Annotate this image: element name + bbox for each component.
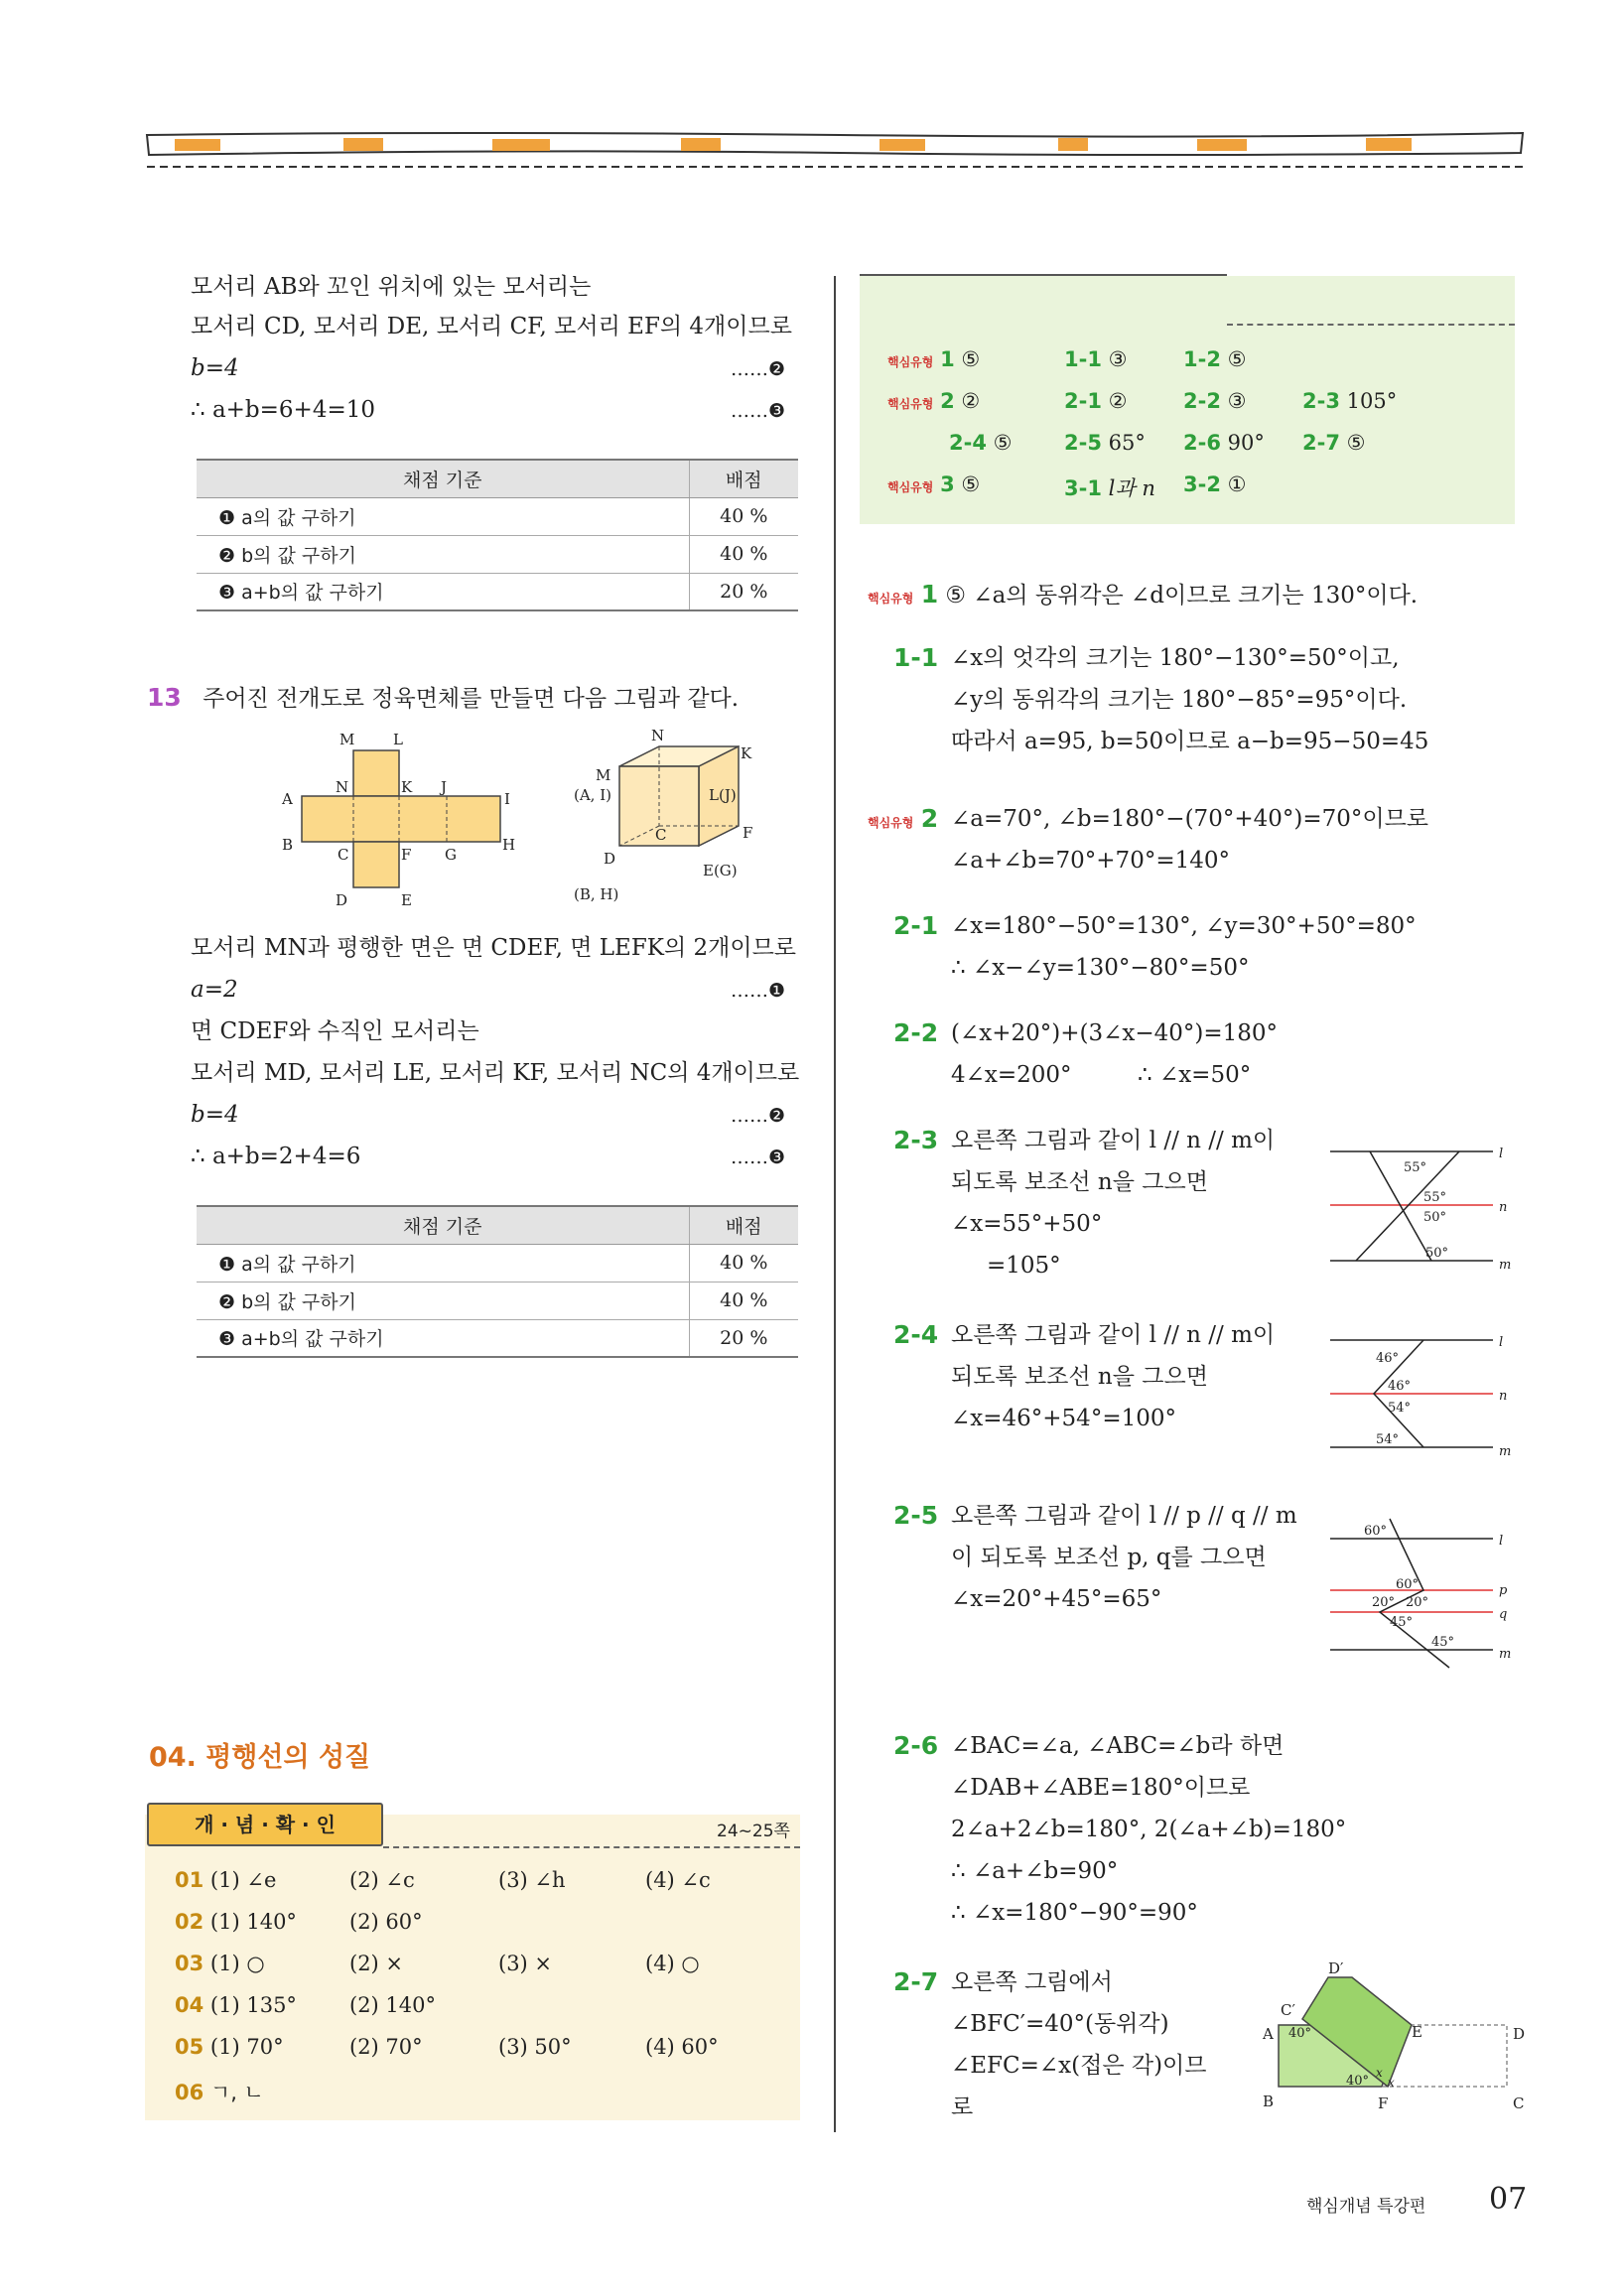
table-row bbox=[197, 535, 798, 573]
angle-label: 45° bbox=[1390, 1615, 1414, 1630]
solution-line: 오른쪽 그림과 같이 l // n // m이 bbox=[951, 1128, 1276, 1153]
solution-line: ∠y의 동위각의 크기는 180°−85°=95°이다. bbox=[951, 687, 1408, 713]
angle-label: 60° bbox=[1364, 1524, 1388, 1539]
cube-label: K bbox=[741, 744, 752, 762]
cube-label: C bbox=[655, 826, 667, 844]
answer-cell: (2) 70° bbox=[349, 2035, 423, 2059]
column-divider bbox=[834, 276, 836, 2132]
net-label: F bbox=[401, 846, 412, 864]
solution-number: 2-1 bbox=[893, 911, 939, 940]
table-row bbox=[197, 1244, 798, 1282]
cube-figure bbox=[564, 725, 762, 913]
solution-1-1: 1-1 bbox=[893, 643, 939, 672]
solution-line: ∠DAB+∠ABE=180°이므로 bbox=[951, 1775, 1251, 1801]
p13-line: 면 CDEF와 수직인 모서리는 bbox=[191, 1018, 479, 1044]
step-mark: ……❸ bbox=[731, 400, 786, 422]
solution-line: 오른쪽 그림과 같이 l // p // q // m bbox=[951, 1503, 1297, 1529]
figure-2-7 bbox=[1253, 1958, 1531, 2126]
grading-table-2 bbox=[197, 1205, 798, 1358]
page-number: 07 bbox=[1489, 2182, 1528, 2217]
p13-line: a=2 bbox=[191, 977, 238, 1003]
angle-label: 50° bbox=[1425, 1246, 1449, 1261]
vertex-label: C bbox=[1513, 2094, 1525, 2112]
footer-label: 핵심개념 특강편 bbox=[1306, 2197, 1426, 2217]
angle-label: 20° bbox=[1406, 1595, 1429, 1610]
solution-line: 따라서 a=95, b=50이므로 a−b=95−50=45 bbox=[951, 729, 1429, 754]
net-label: G bbox=[445, 846, 457, 864]
angle-label: 55° bbox=[1404, 1160, 1427, 1175]
solution-line: ∠x의 엇각의 크기는 180°−130°=50°이고, bbox=[951, 645, 1400, 671]
line-label: m bbox=[1499, 1258, 1512, 1273]
problem-title: 주어진 전개도로 정육면체를 만들면 다음 그림과 같다. bbox=[203, 686, 740, 712]
net-label: K bbox=[401, 778, 413, 796]
solution-line: ∠a=70°, ∠b=180°−(70°+40°)=70°이므로 bbox=[951, 806, 1429, 832]
angle-label: 20° bbox=[1372, 1595, 1396, 1610]
list-item: 04 (1) 135° bbox=[175, 1993, 297, 2017]
solution-number: 2-6 bbox=[893, 1731, 939, 1760]
line-label: p bbox=[1499, 1583, 1508, 1598]
answer-cell: (2) × bbox=[349, 1952, 404, 1975]
angle-label: 45° bbox=[1431, 1635, 1455, 1650]
answer-cell: (4) ○ bbox=[645, 1952, 700, 1975]
table-header: 채점 기준 bbox=[197, 1206, 689, 1244]
concept-tab: 개 · 념 · 확 · 인 bbox=[147, 1803, 383, 1846]
solution-line: 2∠a+2∠b=180°, 2(∠a+∠b)=180° bbox=[951, 1817, 1347, 1842]
answer-cell: (3) ∠h bbox=[498, 1868, 566, 1892]
step-mark: ……❷ bbox=[731, 358, 786, 380]
step-mark: ……❸ bbox=[731, 1147, 786, 1168]
grading-table-1 bbox=[197, 459, 798, 611]
table-cell: 20 % bbox=[689, 1319, 798, 1357]
angle-label: x bbox=[1388, 2076, 1395, 2090]
net-label: M bbox=[339, 731, 355, 748]
net-label: D bbox=[336, 891, 348, 909]
solution-line: =105° bbox=[987, 1253, 1061, 1279]
intro-line-3: b=4 bbox=[191, 355, 239, 381]
line-label: l bbox=[1499, 1335, 1504, 1350]
list-item: 05 (1) 70° bbox=[175, 2035, 284, 2059]
table-cell: 20 % bbox=[689, 573, 798, 610]
vertex-label: D bbox=[1513, 2025, 1526, 2043]
net-label: J bbox=[441, 778, 448, 796]
line-label: q bbox=[1499, 1607, 1508, 1622]
step-mark: ……❷ bbox=[731, 1105, 786, 1127]
solution-line: 오른쪽 그림과 같이 l // n // m이 bbox=[951, 1322, 1276, 1348]
cube-label: E(G) bbox=[703, 862, 738, 879]
vertex-label: D′ bbox=[1328, 1959, 1344, 1977]
line-label: l bbox=[1499, 1147, 1504, 1161]
table-cell: 40 % bbox=[689, 1282, 798, 1319]
table-row bbox=[197, 1319, 798, 1357]
table-header: 배점 bbox=[689, 1206, 798, 1244]
table-cell: ❷ b의 값 구하기 bbox=[197, 1282, 689, 1319]
table-cell: 40 % bbox=[689, 497, 798, 535]
solution-line: ∴ ∠x=180°−90°=90° bbox=[951, 1900, 1198, 1926]
solution-line: ∠a+∠b=70°+70°=140° bbox=[951, 848, 1230, 874]
net-label: L bbox=[393, 731, 403, 748]
problem-13 bbox=[147, 683, 739, 714]
table-header: 채점 기준 bbox=[197, 460, 689, 497]
angle-label: x bbox=[1376, 2066, 1383, 2080]
dashed-divider bbox=[1227, 324, 1515, 326]
answer-cell: (4) ∠c bbox=[645, 1868, 711, 1892]
solution-line: ∠x=55°+50° bbox=[951, 1211, 1103, 1237]
angle-label: 40° bbox=[1288, 2026, 1312, 2041]
table-row bbox=[197, 497, 798, 535]
solution-number: 2-3 bbox=[893, 1126, 939, 1154]
angle-label: 46° bbox=[1376, 1351, 1400, 1366]
solution-line: 4∠x=200° bbox=[951, 1062, 1072, 1088]
angle-label: 40° bbox=[1346, 2074, 1370, 2089]
table-cell: ❶ a의 값 구하기 bbox=[197, 497, 689, 535]
answer-cell: (2) ∠c bbox=[349, 1868, 415, 1892]
solution-line: ∠x=20°+45°=65° bbox=[951, 1586, 1162, 1612]
angle-label: 46° bbox=[1388, 1379, 1412, 1394]
line-label: l bbox=[1499, 1534, 1504, 1549]
angle-label: 55° bbox=[1423, 1190, 1447, 1205]
cube-label: M bbox=[596, 766, 611, 784]
vertex-label: F bbox=[1378, 2094, 1389, 2112]
angle-label: 50° bbox=[1423, 1210, 1447, 1225]
net-label: A bbox=[282, 790, 293, 808]
table-cell: ❶ a의 값 구하기 bbox=[197, 1244, 689, 1282]
vertex-label: E bbox=[1412, 2023, 1422, 2041]
table-cell: ❷ b의 값 구하기 bbox=[197, 535, 689, 573]
table-cell: ❸ a+b의 값 구하기 bbox=[197, 1319, 689, 1357]
solution-line: ∠x=46°+54°=100° bbox=[951, 1406, 1176, 1431]
solution-line: 되도록 보조선 n을 그으면 bbox=[951, 1364, 1208, 1390]
cube-label: (B, H) bbox=[574, 885, 619, 903]
solution-line: ∠BFC′=40°(동위각) bbox=[951, 2011, 1169, 2037]
figure-2-3 bbox=[1320, 1132, 1519, 1290]
vertex-label: A bbox=[1263, 2025, 1274, 2043]
figure-2-5 bbox=[1320, 1499, 1519, 1678]
list-item: 06 ㄱ, ㄴ bbox=[175, 2081, 264, 2104]
figure-2-4 bbox=[1320, 1320, 1519, 1469]
solution-line: ∠EFC=∠x(접은 각)이므 bbox=[951, 2053, 1207, 2079]
table-cell: 40 % bbox=[689, 535, 798, 573]
angle-label: 54° bbox=[1376, 1432, 1400, 1447]
table-header: 배점 bbox=[689, 460, 798, 497]
intro-line-2: 모서리 CD, 모서리 DE, 모서리 CF, 모서리 EF의 4개이므로 bbox=[191, 314, 792, 339]
solution-line: 되도록 보조선 n을 그으면 bbox=[951, 1169, 1208, 1195]
solution-line: 이 되도록 보조선 p, q를 그으면 bbox=[951, 1545, 1267, 1570]
cube-label: L(J) bbox=[709, 786, 737, 804]
table-cell: ❸ a+b의 값 구하기 bbox=[197, 573, 689, 610]
dashed-divider bbox=[383, 1846, 800, 1848]
solution-line: ∴ ∠a+∠b=90° bbox=[951, 1858, 1119, 1884]
solution-line: ∴ ∠x−∠y=130°−80°=50° bbox=[951, 955, 1250, 981]
p13-line: b=4 bbox=[191, 1102, 239, 1128]
list-item: 01 (1) ∠e bbox=[175, 1868, 277, 1892]
intro-line-4: ∴ a+b=6+4=10 bbox=[191, 397, 375, 423]
solution-number: 2-4 bbox=[893, 1320, 939, 1349]
angle-label: 60° bbox=[1396, 1577, 1420, 1592]
solution-number: 2-7 bbox=[893, 1967, 939, 1996]
p13-line: ∴ a+b=2+4=6 bbox=[191, 1144, 361, 1169]
solution-1: 핵심유형 1 ⑤ ∠a의 동위각은 ∠d이므로 크기는 130°이다. bbox=[868, 580, 1419, 608]
cube-label: N bbox=[651, 727, 665, 744]
solution-line: ∴ ∠x=50° bbox=[1138, 1062, 1252, 1088]
solution-line: 로 bbox=[951, 2094, 974, 2120]
cube-label: (A, I) bbox=[574, 786, 611, 804]
solution-line: ∠BAC=∠a, ∠ABC=∠b라 하면 bbox=[951, 1733, 1285, 1759]
cube-label: F bbox=[743, 824, 753, 842]
table-row bbox=[197, 573, 798, 610]
answer-cell: (4) 60° bbox=[645, 2035, 719, 2059]
table-row bbox=[197, 1282, 798, 1319]
answer-cell: (2) 140° bbox=[349, 1993, 437, 2017]
line-label: m bbox=[1499, 1444, 1512, 1459]
net-label: I bbox=[504, 790, 510, 808]
p13-line: 모서리 MD, 모서리 LE, 모서리 KF, 모서리 NC의 4개이므로 bbox=[191, 1060, 800, 1086]
p13-line: 모서리 MN과 평행한 면은 면 CDEF, 면 LEFK의 2개이므로 bbox=[191, 935, 797, 961]
section-title: 04. 평행선의 성질 bbox=[149, 1742, 371, 1773]
net-label: H bbox=[502, 836, 516, 854]
problem-number: 13 bbox=[147, 683, 182, 712]
cube-label: D bbox=[604, 850, 616, 868]
net-label: N bbox=[336, 778, 349, 796]
solution-line: 오른쪽 그림에서 bbox=[951, 1969, 1113, 1995]
vertex-label: C′ bbox=[1281, 2001, 1295, 2019]
intro-line-1: 모서리 AB와 꼬인 위치에 있는 모서리는 bbox=[191, 274, 592, 300]
list-item: 03 (1) ○ bbox=[175, 1952, 265, 1975]
line-label: n bbox=[1499, 1200, 1508, 1215]
list-item: 02 (1) 140° bbox=[175, 1910, 297, 1934]
line-label: m bbox=[1499, 1647, 1512, 1662]
answer-cell: (2) 60° bbox=[349, 1910, 423, 1934]
line-label: n bbox=[1499, 1389, 1508, 1404]
table-cell: 40 % bbox=[689, 1244, 798, 1282]
solution-2: 핵심유형 2 bbox=[868, 804, 939, 833]
solution-line: (∠x+20°)+(3∠x−40°)=180° bbox=[951, 1020, 1279, 1046]
solution-line: ∠x=180°−50°=130°, ∠y=30°+50°=80° bbox=[951, 913, 1417, 939]
step-mark: ……❶ bbox=[731, 980, 786, 1002]
solution-number: 2-5 bbox=[893, 1501, 939, 1530]
answer-cell: (3) × bbox=[498, 1952, 553, 1975]
top-border-decoration bbox=[145, 127, 1525, 173]
vertex-label: B bbox=[1263, 2093, 1275, 2110]
concept-pages: 24~25쪽 bbox=[717, 1822, 790, 1841]
net-label: B bbox=[282, 836, 294, 854]
solution-number: 2-2 bbox=[893, 1018, 939, 1047]
net-label: C bbox=[338, 846, 349, 864]
answer-cell: (3) 50° bbox=[498, 2035, 572, 2059]
cube-net-figure bbox=[278, 725, 536, 913]
angle-label: 54° bbox=[1388, 1401, 1412, 1416]
net-label: E bbox=[401, 891, 412, 909]
